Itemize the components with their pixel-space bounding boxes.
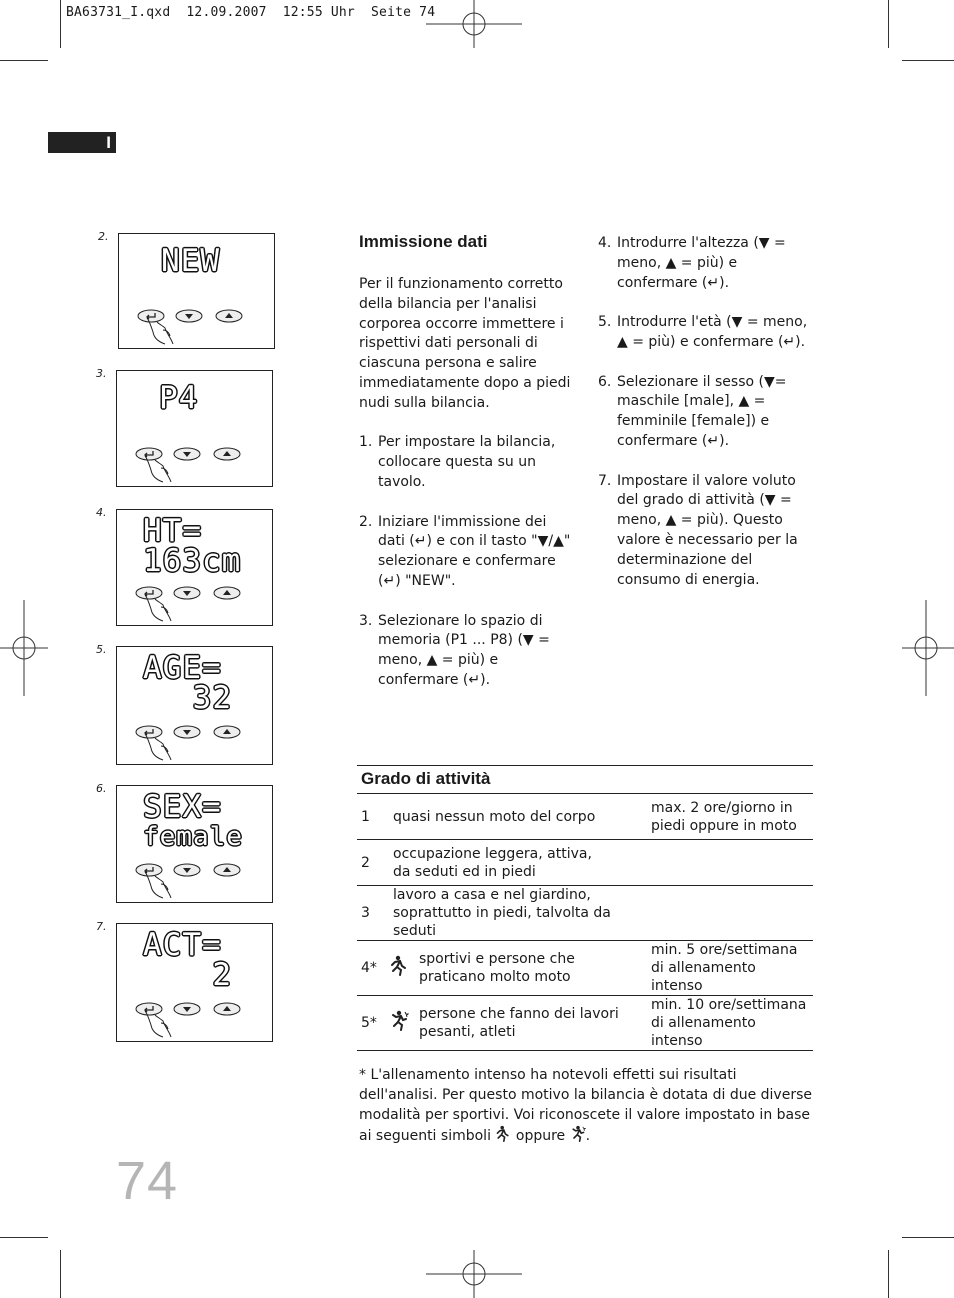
registration-mark-bottom xyxy=(426,1250,522,1298)
display-step-number: 6. xyxy=(96,782,107,795)
enter-button-icon xyxy=(136,587,162,599)
down-button-icon xyxy=(176,310,202,322)
table-row: 5* persone che fanno dei lavori pesanti, atleti min. 10 ore/settimana di allenamento intenso xyxy=(357,996,813,1051)
lcd-text-line-2: 2 xyxy=(212,957,232,993)
step-item-3: 3. Selezionare lo spazio di memoria (P1 ... P8) (▼ = meno, ▲ = più) e confermare (↵). xyxy=(359,612,550,688)
display-step-number: 3. xyxy=(96,367,107,380)
up-button-icon xyxy=(214,864,240,876)
print-file-header: BA63731_I.qxd 12.09.2007 12:55 Uhr Seite 74 xyxy=(66,5,436,20)
lcd-text-line-1: AGE= xyxy=(143,650,222,686)
table-row: 4* sportivi e persone che praticano molto moto min. 5 ore/settimana di allenamento intenso xyxy=(357,941,813,996)
down-button-icon xyxy=(174,448,200,460)
lcd-text-line-1: NEW xyxy=(161,243,220,279)
table-title: Grado di attività xyxy=(357,766,813,794)
registration-mark-top xyxy=(426,0,522,48)
step-item-7: 7. Impostare il valore voluto del grado di attività (▼ = meno, ▲ = più). Questo valore è necessario per la determinazione del consumo di energia. xyxy=(598,472,798,588)
lcd-text-line-2: female xyxy=(143,822,243,852)
crop-mark xyxy=(902,1237,954,1238)
page-number: 74 xyxy=(116,1151,179,1211)
step-item-1: 1. Per impostare la bilancia, collocare questa su un tavolo. xyxy=(359,434,556,490)
section-title: Immissione dati xyxy=(359,232,488,251)
activity-level-table xyxy=(357,765,813,1051)
step-item-2: 2. Iniziare l'immissione dei dati (↵) e con il tasto "▼/▲" selezionare e confermare (↵) "NEW". xyxy=(359,513,571,589)
athlete-icon xyxy=(389,1010,409,1032)
down-button-icon xyxy=(174,726,200,738)
crop-mark xyxy=(0,1237,48,1238)
lcd-display xyxy=(116,785,273,903)
down-button-icon xyxy=(174,864,200,876)
enter-button-icon xyxy=(136,864,162,876)
crop-mark xyxy=(60,1250,61,1298)
lcd-text-line-1: P4 xyxy=(159,380,199,416)
enter-button-icon xyxy=(136,1003,162,1015)
step-item-5: 5. Introdurre l'età (▼ = meno, ▲ = più) e confermare (↵). xyxy=(598,314,808,350)
step-item-6: 6. Selezionare il sesso (▼= maschile [male], ▲ = femminile [female]) e confermare (↵). xyxy=(598,373,787,449)
up-button-icon xyxy=(214,587,240,599)
registration-mark-left xyxy=(0,600,48,696)
up-button-icon xyxy=(214,448,240,460)
table-row: 3 lavoro a casa e nel giardino, soprattutto in piedi, talvolta da seduti xyxy=(357,886,813,941)
lcd-display xyxy=(116,509,273,626)
right-text-column xyxy=(598,234,812,610)
registration-mark-right xyxy=(902,600,954,696)
display-step-number: 7. xyxy=(96,920,107,933)
down-button-icon xyxy=(174,587,200,599)
up-button-icon xyxy=(214,1003,240,1015)
up-button-icon xyxy=(216,310,242,322)
crop-mark xyxy=(0,60,48,61)
enter-button-icon xyxy=(136,726,162,738)
runner-icon xyxy=(495,1125,511,1143)
lcd-display xyxy=(116,370,273,487)
lcd-text-line-1: SEX= xyxy=(143,789,222,825)
lcd-display xyxy=(118,233,275,349)
enter-button-icon xyxy=(138,310,164,322)
lcd-text-line-2: 32 xyxy=(192,680,232,716)
runner-icon xyxy=(389,955,409,977)
display-step-number: 2. xyxy=(98,230,109,243)
step-item-4: 4. Introdurre l'altezza (▼ = meno, ▲ = più) e confermare (↵). xyxy=(598,235,786,291)
crop-mark xyxy=(902,60,954,61)
language-tab: I xyxy=(48,132,116,153)
up-button-icon xyxy=(214,726,240,738)
lcd-text-line-1: HT= xyxy=(143,513,202,549)
intro-paragraph: Per il funzionamento corretto della bilancia per l'analisi corporea occorre immettere i rispettivi dati personali di ciascuna persona e salire immediatamente dopo a piedi nudi sulla bilancia. xyxy=(359,276,571,411)
lcd-text-line-2: 163cm xyxy=(143,543,242,579)
enter-button-icon xyxy=(136,448,162,460)
lcd-text-line-1: ACT= xyxy=(143,927,222,963)
athlete-icon xyxy=(570,1125,586,1143)
footnote: * L'allenamento intenso ha notevoli effetti sui risultati dell'analisi. Per questo motivo la bilancia è dotata di due diverse modalità per sportivi. Voi riconoscete il valore impostato in base ai seguenti simboli oppure . xyxy=(359,1067,812,1145)
table-row: 1 quasi nessun moto del corpo max. 2 ore/giorno in piedi oppure in moto xyxy=(357,794,813,840)
lcd-display xyxy=(116,646,273,765)
display-step-number: 5. xyxy=(96,643,107,656)
down-button-icon xyxy=(174,1003,200,1015)
crop-mark xyxy=(888,1250,889,1298)
crop-mark xyxy=(888,0,889,48)
left-text-column xyxy=(359,230,571,711)
display-step-number: 4. xyxy=(96,506,107,519)
lcd-display xyxy=(116,923,273,1042)
table-row: 2 occupazione leggera, attiva, da seduti ed in piedi xyxy=(357,840,813,886)
crop-mark xyxy=(60,0,61,48)
